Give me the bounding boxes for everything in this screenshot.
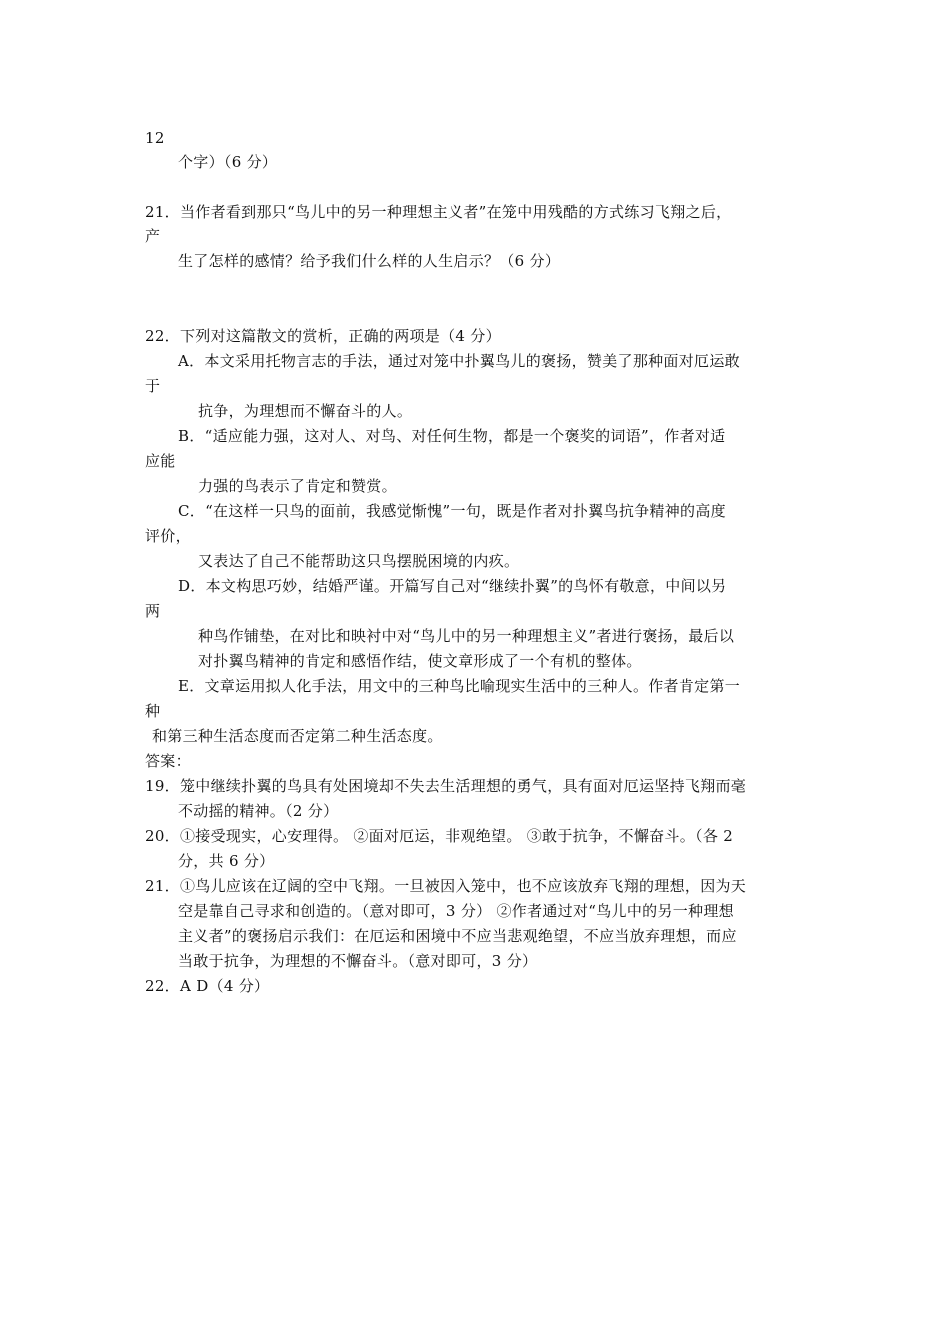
option-a: A．本文采用托物言志的手法，通过对笼中扑翼鸟儿的褒扬，赞美了那种面对厄运敢: [178, 352, 740, 370]
text-line: 评价，: [145, 527, 191, 545]
text-line: 12: [145, 129, 165, 147]
text-line: 生了怎样的感情？给予我们什么样的人生启示？（6 分）: [178, 252, 561, 270]
answer-19: 19．笼中继续扑翼的鸟具有处困境却不失去生活理想的勇气，具有面对厄运坚持飞翔而毫: [145, 777, 747, 795]
text-line: 抗争，为理想而不懈奋斗的人。: [198, 402, 413, 420]
text-line: 主义者”的褒扬启示我们：在厄运和困境中不应当悲观绝望，不应当放弃理想，而应: [178, 927, 737, 945]
text-line: 种鸟作铺垫，在对比和映衬中对“鸟儿中的另一种理想主义”者进行褒扬，最后以: [198, 627, 735, 645]
option-c: C．“在这样一只鸟的面前，我感觉惭愧”一句，既是作者对扑翼鸟抗争精神的高度: [178, 502, 726, 520]
question-22: 22．下列对这篇散文的赏析，正确的两项是（4 分）: [145, 327, 501, 345]
text-line: 分，共 6 分）: [178, 852, 275, 870]
text-line: 空是靠自己寻求和创造的。（意对即可，3 分） ②作者通过对“鸟儿中的另一种理想: [178, 902, 734, 920]
text-line: 对扑翼鸟精神的肯定和感悟作结，使文章形成了一个有机的整体。: [198, 652, 642, 670]
text-line: 和第三种生活态度而否定第二种生活态度。: [152, 727, 443, 745]
answer-20: 20．①接受现实，心安理得。 ②面对厄运，非观绝望。 ③敢于抗争，不懈奋斗。（各 2: [145, 827, 734, 845]
text-line: 种: [145, 702, 161, 720]
answer-21: 21．①鸟儿应该在辽阔的空中飞翔。一旦被因入笼中，也不应该放弃飞翔的理想，因为天: [145, 877, 747, 895]
text-line: 于: [145, 377, 161, 395]
answer-22: 22．A D（4 分）: [145, 977, 270, 995]
text-line: 又表达了自己不能帮助这只鸟摆脱困境的内疚。: [198, 552, 520, 570]
text-line: 当敢于抗争，为理想的不懈奋斗。（意对即可，3 分）: [178, 952, 538, 970]
text-line: 两: [145, 602, 161, 620]
question-21: 21．当作者看到那只“鸟儿中的另一种理想主义者”在笼中用残酷的方式练习飞翔之后，: [145, 203, 732, 221]
option-b: B．“适应能力强，这对人、对鸟、对任何生物，都是一个褒奖的词语”，作者对适: [178, 427, 726, 445]
text-line: 力强的鸟表示了肯定和赞赏。: [198, 477, 397, 495]
text-line: 个字）（6 分）: [178, 153, 278, 171]
text-line: 不动摇的精神。（2 分）: [178, 802, 339, 820]
text-line: 应能: [145, 452, 176, 470]
option-d: D．本文构思巧妙，结婚严谨。开篇写自己对“继续扑翼”的鸟怀有敬意，中间以另: [178, 577, 727, 595]
answer-heading: 答案：: [145, 752, 191, 770]
text-line: 产: [145, 227, 161, 245]
option-e: E．文章运用拟人化手法，用文中的三种鸟比喻现实生活中的三种人。作者肯定第一: [178, 677, 741, 695]
